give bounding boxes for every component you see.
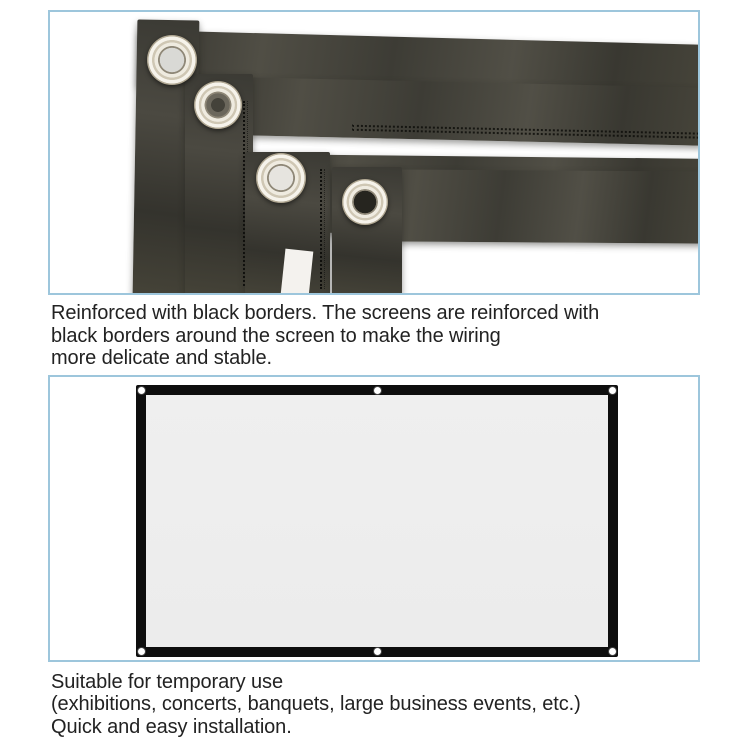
screen-surface [146, 395, 608, 647]
grommet-hole-icon [609, 648, 616, 655]
usage-caption [51, 671, 700, 739]
grommet-hole-icon [374, 387, 381, 394]
reinforced-borders-caption [51, 302, 700, 370]
grommet-hole-icon [609, 387, 616, 394]
grommet-hole-icon [138, 648, 145, 655]
metal-grommet-icon [147, 35, 197, 85]
caption-line: more delicate and stable. [51, 347, 272, 369]
product-description-section [48, 10, 700, 738]
grommet-hole-icon [138, 387, 145, 394]
stitching-line [352, 125, 699, 139]
caption-line: Reinforced with black borders. The screens are reinforced with [51, 302, 600, 324]
grommet-hole-icon [374, 648, 381, 655]
screen-black-frame [136, 385, 618, 657]
metal-grommet-icon [194, 81, 242, 129]
caption-line: black borders around the screen to make the wiring [51, 324, 501, 347]
fabric-fold-highlight [281, 249, 314, 295]
caption-line: (exhibitions, concerts, banquets, large business events, etc.) [51, 693, 581, 715]
caption-line: Quick and easy installation. [51, 715, 292, 738]
stitching-line [320, 169, 325, 289]
border-strip [187, 76, 700, 146]
metal-grommet-icon [256, 153, 306, 203]
projection-screen-photo [48, 375, 700, 662]
metal-grommet-icon [342, 179, 388, 225]
black-border-strips-photo [48, 10, 700, 295]
caption-line: Suitable for temporary use [51, 670, 283, 693]
